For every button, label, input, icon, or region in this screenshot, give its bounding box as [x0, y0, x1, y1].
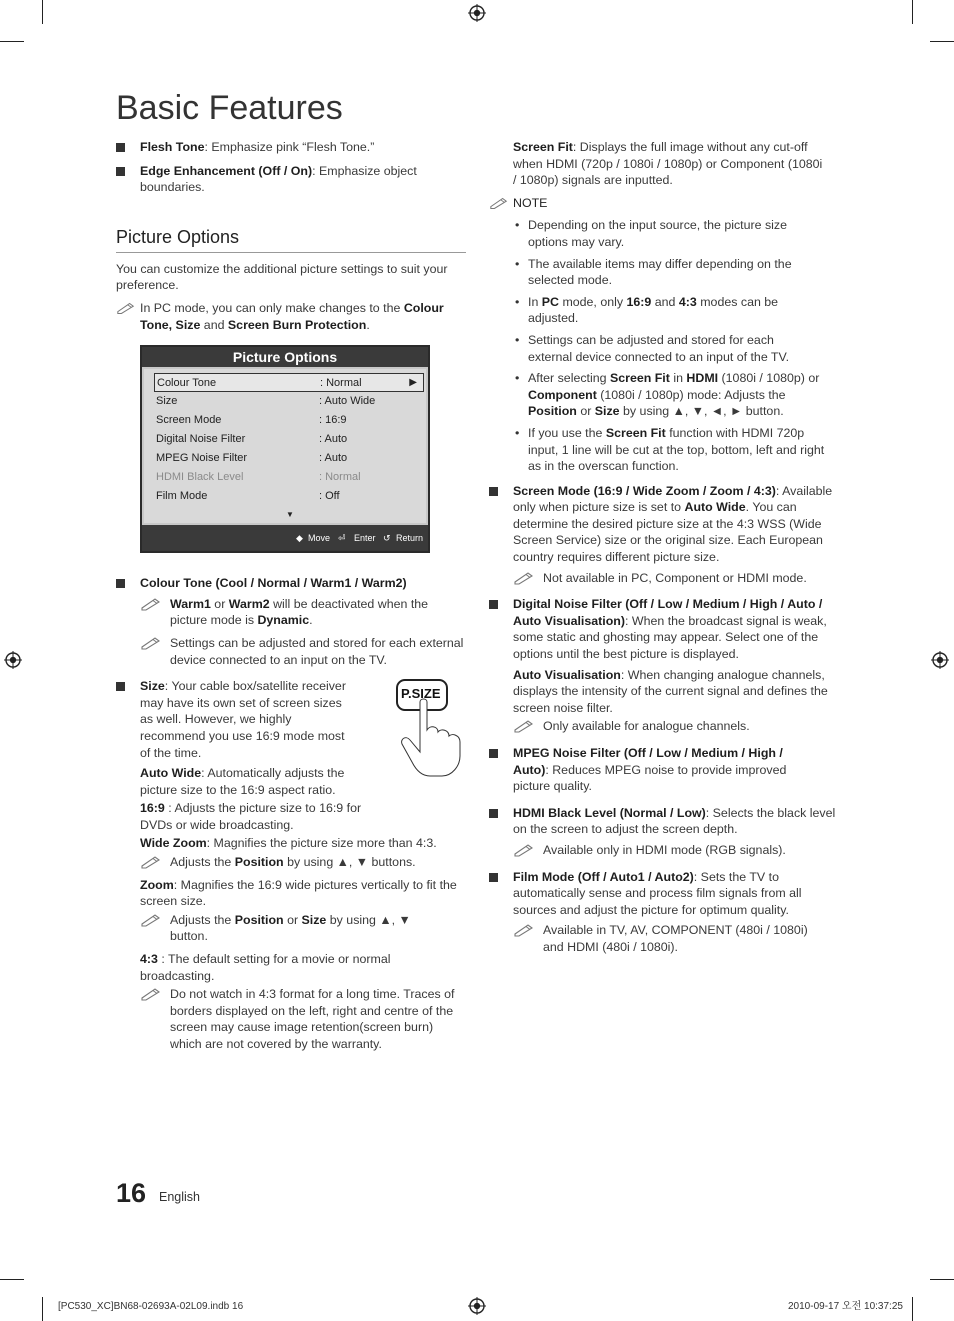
crop-mark	[42, 0, 43, 24]
registration-mark-icon	[468, 4, 486, 22]
pencil-note-icon	[513, 923, 535, 937]
list-item: • After selecting Screen Fit in HDMI (1080i / 1080p) or Component (1080i / 1080p) mode: Adjusts the Position or Size by using ▲, ▼, ◄, ► button.	[513, 370, 828, 420]
note: Adjusts the Position or Size by using ▲, ▼ button.	[140, 912, 428, 945]
note-heading: NOTE	[489, 195, 841, 212]
psize-button-label: P.SIZE	[401, 686, 441, 702]
list-item: Film Mode (Off / Auto1 / Auto2): Sets the TV to automatically sense and process film signals from all sources and adjust the picture for optimum quality.	[489, 869, 818, 919]
crop-mark	[930, 1279, 954, 1280]
page-number: 16	[116, 1178, 147, 1208]
picture-options-menu	[140, 345, 430, 553]
paragraph: Screen Fit: Displays the full image without any cut-off when HDMI (720p / 1080i / 1080p) or Component (1080i / 1080p) signals are inputted.	[513, 140, 823, 188]
pencil-note-icon	[140, 636, 162, 650]
pencil-note-icon	[140, 913, 162, 927]
note: Available in TV, AV, COMPONENT (480i / 1080i) and HDMI (480i / 1080i).	[513, 922, 828, 955]
list-item: • The available items may differ depending on the selected mode.	[513, 256, 813, 289]
menu-item-digital-noise-filter[interactable]: Digital Noise Filter : Auto	[156, 433, 348, 446]
list-item: • In PC mode, only 16:9 and 4:3 modes can be adjusted.	[513, 294, 813, 327]
paragraph: Auto Wide: Automatically adjusts the picture size to the 16:9 aspect ratio.	[140, 766, 345, 797]
menu-item-mpeg-noise-filter[interactable]: MPEG Noise Filter : Auto	[156, 452, 348, 465]
size-block	[116, 678, 466, 1052]
list-item: MPEG Noise Filter (Off / Low / Medium / High / Auto): Reduces MPEG noise to provide improved picture quality.	[489, 745, 813, 795]
note: Settings can be adjusted and stored for each external device connected to an input on the TV.	[140, 635, 466, 668]
registration-mark-icon	[931, 651, 949, 669]
menu-item-screen-mode[interactable]: Screen Mode : 16:9	[156, 414, 347, 427]
menu-body	[144, 369, 426, 523]
menu-footer	[142, 525, 428, 551]
list-item: HDMI Black Level (Normal / Low): Selects the black level on the screen to adjust the screen depth.	[489, 805, 841, 838]
arrow-right-icon: ▶	[409, 377, 417, 389]
paragraph: 4:3 : The default setting for a movie or normal broadcasting.	[140, 952, 391, 983]
list-item: Colour Tone (Cool / Normal / Warm1 / Warm2)	[116, 575, 466, 592]
menu-item-film-mode[interactable]: Film Mode : Off	[156, 490, 340, 503]
note-list	[513, 217, 841, 474]
scroll-down-icon: ▼	[286, 510, 294, 520]
page-language: English	[159, 1190, 200, 1204]
pencil-note-icon	[140, 597, 162, 611]
note: Only available for analogue channels.	[513, 718, 841, 735]
note: Do not watch in 4:3 format for a long time. Traces of borders displayed on the left, right and centre of the screen may cause image retention(screen burn) which are not covered by the warranty.	[140, 986, 466, 1052]
crop-mark	[0, 1279, 24, 1280]
note: Not available in PC, Component or HDMI mode.	[513, 570, 841, 587]
pencil-note-icon	[140, 855, 162, 869]
print-footer-file: [PC530_XC]BN68-02693A-02L09.indb 16	[58, 1301, 244, 1312]
paragraph: Wide Zoom: Magnifies the picture size more than 4:3.	[140, 836, 437, 851]
return-label: Return	[396, 533, 424, 544]
list-item: Edge Enhancement (Off / On): Emphasize object boundaries.	[116, 163, 466, 196]
list-item: Size: Your cable box/satellite receiver may have its own set of screen sizes as well. However, we highly recommend you use 16:9 mode most of the time.	[116, 678, 356, 761]
print-footer-date: 2010-09-17 오전 10:37:25	[788, 1301, 903, 1312]
crop-mark	[930, 41, 954, 42]
list-item: • Depending on the input source, the picture size options may vary.	[513, 217, 813, 250]
menu-item-hdmi-black-level: HDMI Black Level : Normal	[156, 471, 361, 484]
list-item: Screen Mode (16:9 / Wide Zoom / Zoom / 4:3): Available only when picture size is set to Auto Wide. You can determine the desired picture size at the 4:3 WSS (Wide Screen Service) size or the original size. Each European country requires different picture size.	[489, 483, 841, 566]
psize-remote-illustration	[394, 678, 464, 778]
left-column	[116, 139, 466, 1059]
return-icon: ↺	[383, 533, 391, 544]
list-item: • If you use the Screen Fit function with HDMI 720p input, 1 line will be cut at the top, bottom, left and right as in the overscan function.	[513, 425, 828, 475]
menu-title: Picture Options	[142, 347, 428, 367]
list-item: Flesh Tone: Emphasize pink “Flesh Tone.”	[116, 139, 466, 156]
list-item: Digital Noise Filter (Off / Low / Medium / High / Auto / Auto Visualisation): When the broadcast signal is weak, some static and ghosting may appear. Select one of the options until the best picture is displayed.	[489, 596, 841, 662]
pencil-note-icon	[116, 301, 136, 315]
crop-mark	[912, 0, 913, 24]
menu-item-size[interactable]: Size : Auto Wide	[156, 395, 376, 408]
list-item: • Settings can be adjusted and stored for each external device connected to an input of the TV.	[513, 332, 813, 365]
crop-mark	[912, 1297, 913, 1321]
crop-mark	[0, 41, 24, 42]
registration-mark-icon	[468, 1297, 486, 1315]
menu-item-colour-tone[interactable]: Colour Tone : Normal ▶	[154, 373, 424, 392]
note: Available only in HDMI mode (RGB signals).	[513, 842, 841, 859]
pencil-note-icon	[489, 196, 509, 210]
enter-label: Enter	[354, 533, 376, 544]
section-heading: Picture Options	[116, 226, 466, 253]
pencil-note-icon	[513, 719, 535, 733]
paragraph: Zoom: Magnifies the 16:9 wide pictures vertically to fit the screen size.	[140, 877, 457, 909]
pencil-note-icon	[513, 571, 535, 585]
paragraph: Auto Visualisation: When changing analogue channels, displays the intensity of the current signal and defines the screen noise filter.	[513, 667, 828, 715]
section-description: You can customize the additional picture settings to suit your preference.	[116, 261, 448, 293]
crop-mark	[42, 1297, 43, 1321]
move-icon: ◆	[296, 533, 303, 544]
page-title: Basic Features	[116, 89, 343, 127]
enter-icon: ⏎	[338, 533, 346, 544]
registration-mark-icon	[4, 651, 22, 669]
note: Warm1 or Warm2 will be deactivated when the picture mode is Dynamic.	[140, 596, 466, 629]
right-column	[489, 139, 841, 962]
note: Adjusts the Position by using ▲, ▼ buttons.	[140, 854, 466, 871]
move-label: Move	[308, 533, 331, 544]
pencil-note-icon	[140, 987, 162, 1001]
pencil-note-icon	[513, 843, 535, 857]
paragraph: 16:9 : Adjusts the picture size to 16:9 for DVDs or wide broadcasting.	[140, 801, 362, 832]
note: In PC mode, you can only make changes to the Colour Tone, Size and Screen Burn Protection.	[116, 300, 466, 333]
